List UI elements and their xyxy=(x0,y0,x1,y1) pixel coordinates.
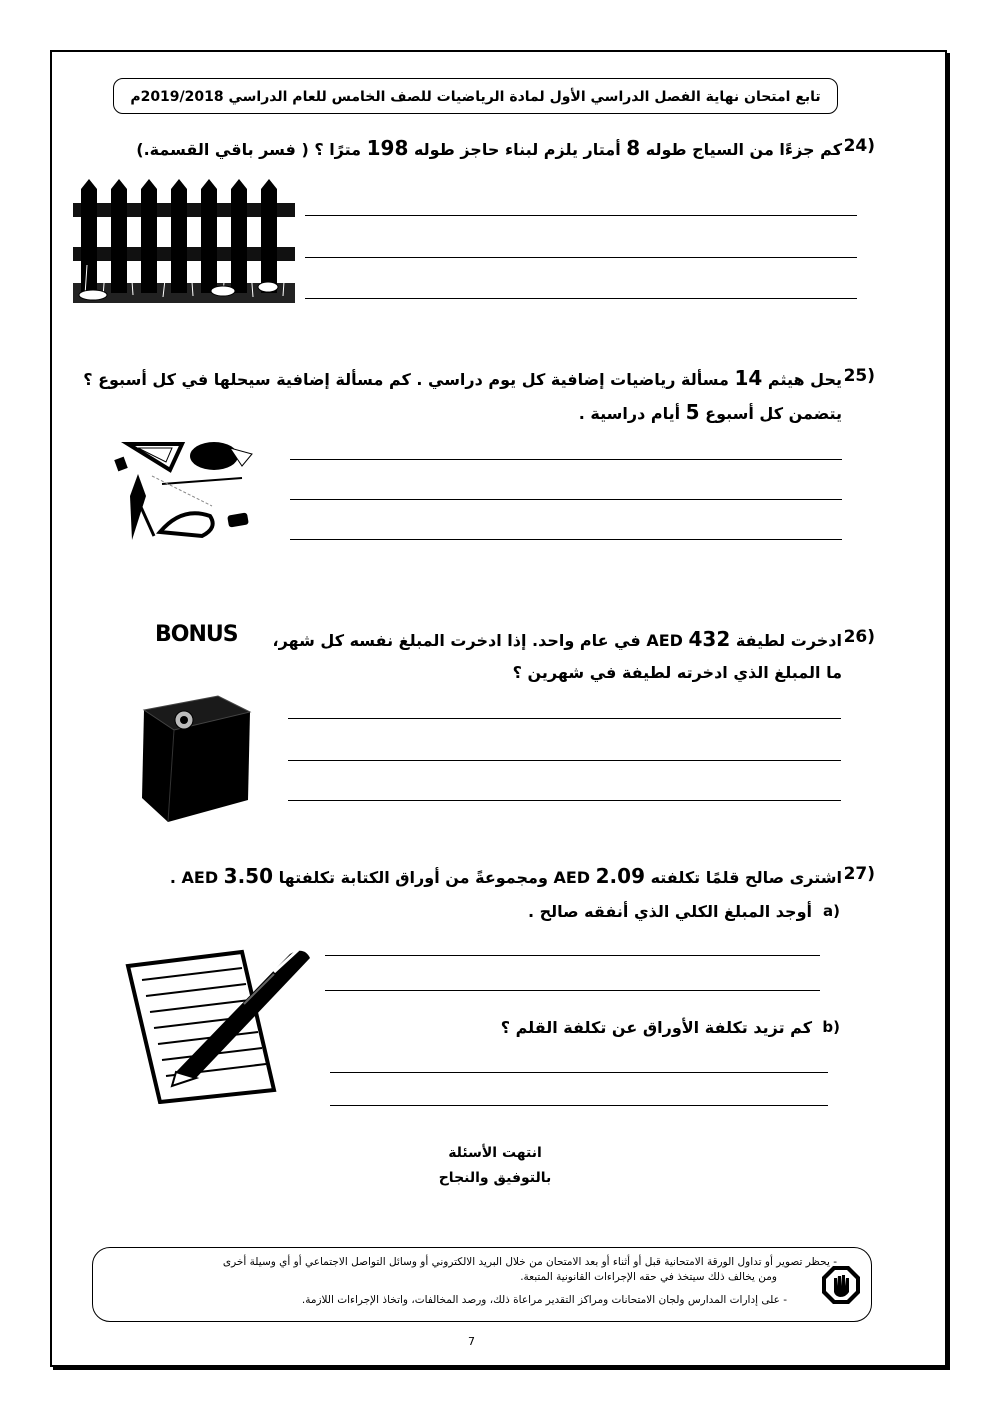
q27b-answer-line-1[interactable] xyxy=(330,1072,828,1073)
q26-answer-line-2[interactable] xyxy=(288,760,841,761)
stop-hand-icon xyxy=(820,1264,862,1306)
q25-answer-line-1[interactable] xyxy=(290,459,842,460)
footer-note-1: - يحظر تصوير أو تداول الورقة الامتحانية قبل أو أثناء أو بعد الامتحان من خلال البريد الالكتروني أو وسائل التواصل الاجتماعي أو أي وسيلة أخرى xyxy=(222,1256,837,1268)
q27a-answer-line-1[interactable] xyxy=(325,955,820,956)
q25-answer-line-2[interactable] xyxy=(290,499,842,500)
closing-line-1: انتهت الأسئلة xyxy=(448,1145,542,1161)
q24-answer-line-3[interactable] xyxy=(305,298,857,299)
q25-text-line2: يتضمن كل أسبوع 5 أيام دراسية . xyxy=(578,400,842,424)
q26-answer-line-3[interactable] xyxy=(288,800,841,801)
q27a-answer-line-2[interactable] xyxy=(325,990,820,991)
q25-text-line1: يحل هيثم 14 مسألة رياضيات إضافية كل يوم دراسي . كم مسألة إضافية سيحلها في كل أسبوع ؟ xyxy=(83,366,842,390)
geometry-tools-image xyxy=(112,436,262,548)
q27a-text: أوجد المبلغ الكلي الذي أنفقه صالح . xyxy=(527,902,812,921)
q25-answer-line-3[interactable] xyxy=(290,539,842,540)
q27b-answer-line-2[interactable] xyxy=(330,1105,828,1106)
q27-number: 27) xyxy=(843,864,875,884)
fence-image xyxy=(73,175,295,303)
footer-note-2: ومن يخالف ذلك سيتخذ في حقه الإجراءات القانونية المتبعة. xyxy=(520,1271,777,1283)
q24-answer-line-1[interactable] xyxy=(305,215,857,216)
q26-text-line1: ادخرت لطيفة 432 AED في عام واحد. إذا ادخرت المبلغ نفسه كل شهر، xyxy=(272,627,842,651)
exam-title: تابع امتحان نهاية الفصل الدراسي الأول لمادة الرياضيات للصف الخامس للعام الدراسي 2019/2018م xyxy=(130,89,821,105)
q26-answer-line-1[interactable] xyxy=(288,718,841,719)
notepad-pen-image xyxy=(124,946,320,1104)
q24-number: 24) xyxy=(843,136,875,156)
q24-answer-line-2[interactable] xyxy=(305,257,857,258)
q26-text-line2: ما المبلغ الذي ادخرته لطيفة في شهرين ؟ xyxy=(512,663,842,682)
exam-header xyxy=(113,78,838,114)
closing-line-2: بالتوفيق والنجاح xyxy=(438,1170,552,1186)
q24-text: كم جزءًا من السياج طوله 8 أمتار يلزم لبناء حاجز طوله 198 مترًا ؟ ( فسر باقي القسمة.) xyxy=(136,136,842,160)
q27b-text: كم تزيد تكلفة الأوراق عن تكلفة القلم ؟ xyxy=(500,1018,812,1037)
q25-number: 25) xyxy=(843,366,875,386)
safe-box-image xyxy=(138,690,256,826)
q26-number: 26) xyxy=(843,627,875,647)
bonus-logo: BONUS xyxy=(155,622,238,647)
q27a-label: a) xyxy=(823,902,840,920)
page-number: 7 xyxy=(468,1335,475,1348)
footer-note-3: - على إدارات المدارس ولجان الامتحانات ومراكز التقدير مراعاة ذلك، ورصد المخالفات، واتخاذ الإجراءات اللازمة. xyxy=(301,1294,787,1306)
q27-text: اشترى صالح قلمًا تكلفته 2.09 AED ومجموعةً من أوراق الكتابة تكلفتها 3.50 AED . xyxy=(169,864,842,888)
q27b-label: b) xyxy=(822,1018,840,1036)
